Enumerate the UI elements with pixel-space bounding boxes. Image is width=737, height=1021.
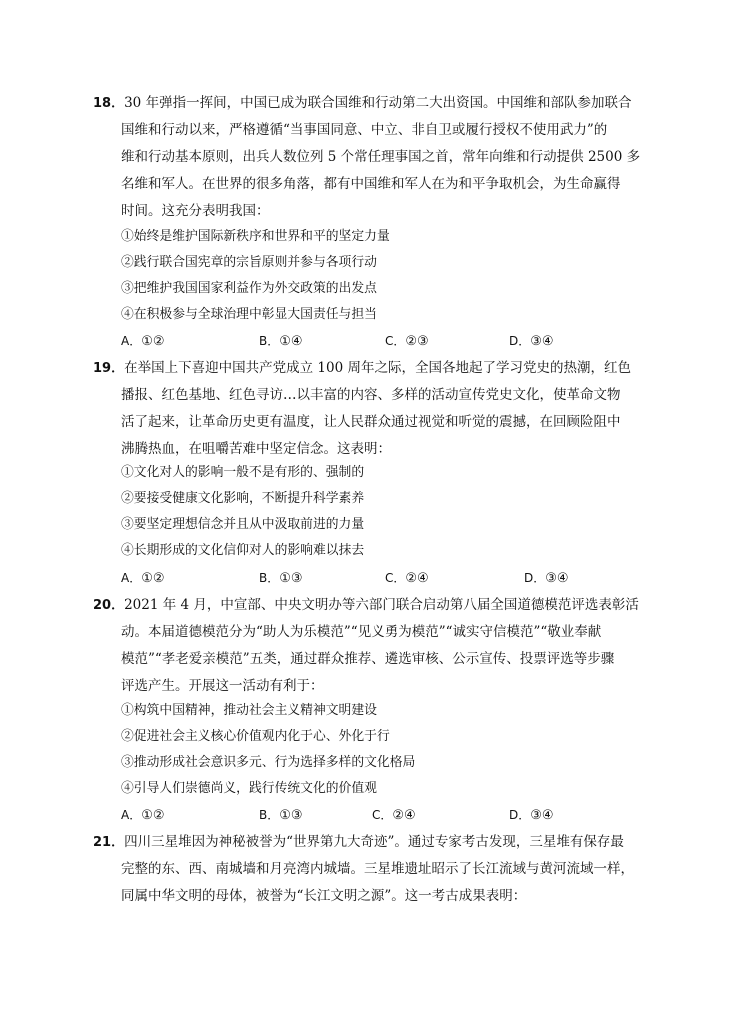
- answer-choice-d: D．③④: [509, 808, 554, 823]
- statement-option: ②促进社会主义核心价值观内化于心、外化于行: [121, 729, 390, 744]
- answer-choice-a: A．①②: [121, 808, 165, 823]
- answer-choice-b: B．①③: [259, 808, 303, 823]
- answer-choice-a: A．①②: [121, 334, 165, 349]
- question-stem-line: 19．在举国上下喜迎中国共产党成立 100 周年之际，全国各地起了学习党史的热潮，红色: [93, 360, 631, 376]
- answer-choice-c: C．②④: [385, 571, 429, 586]
- question-stem-line: 21．四川三星堆因为神秘被誉为“世界第九大奇迹”。通过专家考古发现，三星堆有保存最: [93, 834, 624, 850]
- question-stem-line: 模范”“孝老爱亲模范”五类，通过群众推荐、遴选审核、公示宣传、投票评选等步骤: [121, 651, 615, 667]
- question-stem-line: 名维和军人。在世界的很多角落，都有中国维和军人在为和平争取机会，为生命赢得: [121, 176, 621, 192]
- question-stem-line: 国维和行动以来，严格遵循“当事国同意、中立、非自卫或履行授权不使用武力”的: [121, 122, 608, 138]
- question-stem-line: 完整的东、西、南城墙和月亮湾内城墙。三星堆遗址昭示了长江流域与黄河流域一样，: [121, 861, 634, 877]
- question-number: 19．: [93, 361, 125, 376]
- statement-option: ③把维护我国国家利益作为外交政策的出发点: [121, 281, 377, 296]
- question-stem-line: 20．2021 年 4 月，中宣部、中央文明办等六部门联合启动第八届全国道德模范评选表彰活: [93, 597, 639, 613]
- answer-choice-a: A．①②: [121, 571, 165, 586]
- statement-option: ①文化对人的影响一般不是有形的、强制的: [121, 465, 365, 480]
- question-stem-line: 同属中华文明的母体，被誉为“长江文明之源”。这一考古成果表明：: [121, 888, 527, 904]
- answer-choice-b: B．①③: [259, 571, 303, 586]
- answer-choice-d: D．③④: [524, 571, 569, 586]
- answer-choice-d: D．③④: [509, 334, 554, 349]
- question-stem-line: 评选产生。开展这一活动有利于：: [121, 678, 324, 694]
- question-stem-line: 时间。这充分表明我国：: [121, 203, 270, 219]
- question-stem-line: 沸腾热血，在咀嚼苦难中坚定信念。这表明：: [121, 441, 391, 457]
- statement-option: ①构筑中国精神，推动社会主义精神文明建设: [121, 703, 377, 718]
- question-stem-line: 动。本届道德模范分为“助人为乐模范”“见义勇为模范”“诚实守信模范”“敬业奉献: [121, 624, 602, 640]
- statement-option: ②要接受健康文化影响，不断提升科学素养: [121, 491, 365, 506]
- statement-option: ④引导人们崇德尚义，践行传统文化的价值观: [121, 781, 377, 796]
- statement-option: ③要坚定理想信念并且从中汲取前进的力量: [121, 517, 365, 532]
- question-number: 18．: [93, 96, 125, 111]
- statement-option: ②践行联合国宪章的宗旨原则并参与各项行动: [121, 255, 377, 270]
- statement-option: ①始终是维护国际新秩序和世界和平的坚定力量: [121, 229, 390, 244]
- statement-option: ④在积极参与全球治理中彰显大国责任与担当: [121, 307, 377, 322]
- question-stem-line: 播报、红色基地、红色寻访…以丰富的内容、多样的活动宣传党史文化，使革命文物: [121, 387, 621, 403]
- answer-choice-c: C．②③: [385, 334, 429, 349]
- statement-option: ④长期形成的文化信仰对人的影响难以抹去: [121, 543, 365, 558]
- statement-option: ③推动形成社会意识多元、行为选择多样的文化格局: [121, 755, 416, 770]
- question-stem-line: 活了起来，让革命历史更有温度，让人民群众通过视觉和听觉的震撼，在回顾险阻中: [121, 414, 621, 430]
- question-stem-line: 维和行动基本原则，出兵人数位列 5 个常任理事国之首，常年向维和行动提供 2500 多: [121, 149, 641, 165]
- question-stem-line: 18．30 年弹指一挥间，中国已成为联合国维和行动第二大出资国。中国维和部队参加联合: [93, 95, 632, 111]
- answer-choice-c: C．②④: [372, 808, 416, 823]
- question-number: 20．: [93, 598, 125, 613]
- question-number: 21．: [93, 835, 125, 850]
- answer-choice-b: B．①④: [259, 334, 303, 349]
